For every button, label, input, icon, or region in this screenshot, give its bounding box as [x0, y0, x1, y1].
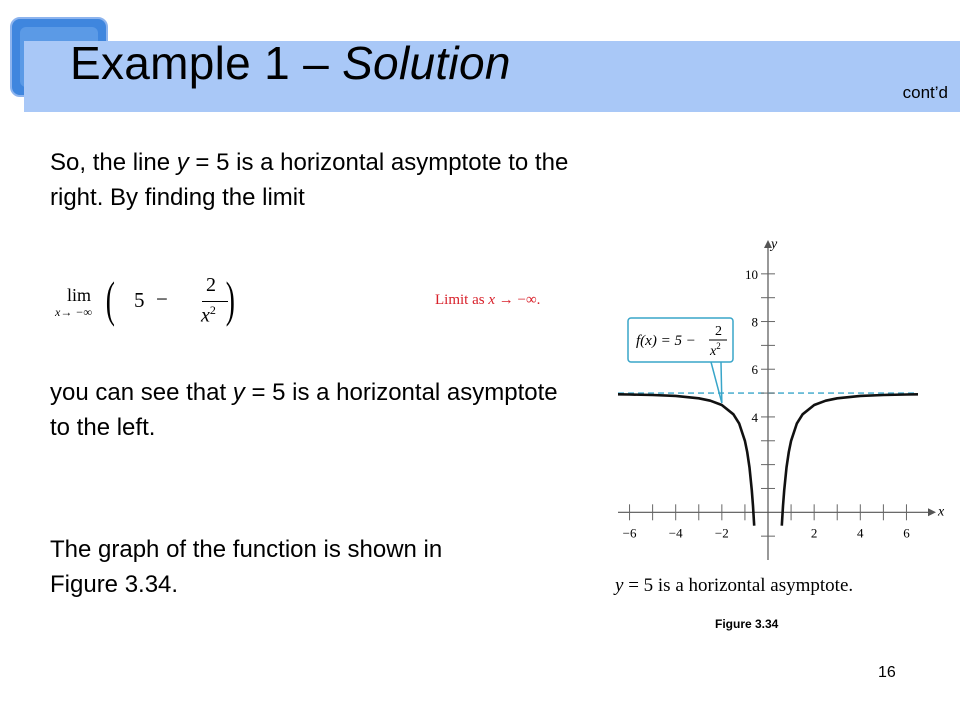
curve-right-branch [782, 394, 918, 525]
limit-expression [50, 271, 235, 328]
page-number: 16 [878, 664, 896, 681]
y-tick-label: 6 [751, 362, 758, 378]
limit-minus: − [156, 287, 168, 311]
y-tick-label: 10 [745, 266, 758, 282]
function-graph [598, 230, 948, 570]
paragraph-figure-reference: The graph of the function is shown in Figure 3.34. [50, 536, 443, 598]
y-axis-label: y [771, 237, 778, 252]
curve-left-branch [618, 394, 754, 525]
limit-note: Limit as x → −∞. [435, 292, 541, 308]
paragraph-left-asymptote: you can see that y = 5 is a horizontal asymptote to the left. [50, 379, 558, 441]
fraction-numerator: 2 [206, 274, 216, 296]
callout-numerator: 2 [715, 324, 722, 339]
x-axis-label: x [938, 504, 945, 520]
x-tick-label: −2 [714, 525, 729, 541]
x-axis-arrow [928, 508, 936, 516]
limit-constant: 5 [134, 288, 145, 312]
figure-label: Figure 3.34 [715, 617, 779, 631]
fraction-denominator: $x^2$ [201, 303, 216, 327]
x-tick-label: −4 [668, 525, 683, 541]
y-tick-label: 4 [751, 409, 758, 425]
x-tick-label: 2 [810, 525, 818, 541]
paragraph-right-asymptote: So, the line y = 5 is a horizontal asymptote to the right. By finding the limit [50, 149, 569, 211]
x-tick-label: −6 [622, 525, 637, 541]
slide-title: Example 1 – Solution [70, 37, 511, 89]
limit-word: lim [67, 285, 92, 305]
y-tick-label: 8 [751, 314, 758, 330]
callout-denominator: $x^2$ [710, 341, 721, 359]
callout-function-text: f(x) = 5 − [636, 333, 696, 349]
right-paren: ) [225, 271, 235, 327]
x-tick-label: 6 [903, 525, 910, 541]
limit-subscript: x→ −∞ [55, 305, 92, 319]
graph-caption: y = 5 is a horizontal asymptote. [615, 575, 854, 596]
x-tick-label: 4 [857, 525, 864, 541]
function-callout [628, 318, 733, 403]
continued-label: cont’d [902, 83, 948, 102]
fraction-bar [202, 301, 228, 302]
left-paren: ( [105, 271, 115, 327]
